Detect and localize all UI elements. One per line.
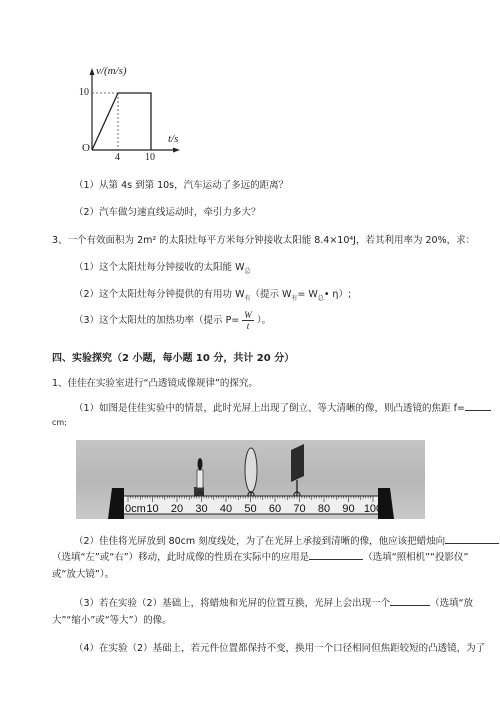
velocity-time-graph (72, 58, 192, 162)
q2-sub1: （1）从第 4s 到第 10s，汽车运动了多远的距离？ (74, 180, 289, 191)
ruler-tick-label: 0cm (125, 503, 146, 515)
q3-sub3-text-a: （3）这个太阳灶的加热功率（提示 P= (74, 315, 240, 326)
x-tick-10: 10 (145, 152, 155, 163)
s4-sub1-line2: cm; (52, 418, 67, 427)
q3-sub2-text-b: （提示 W (250, 289, 292, 300)
q3-sub1-subscript: 总 (244, 267, 251, 275)
q3-intro: 3、一个有效面积为 2m² 的太阳灶每平方米每分钟接收太阳能 8.4×10⁴J，若其利用率为 20%，求： (52, 235, 476, 246)
ruler-tick-label: 70 (293, 503, 306, 515)
q3-sub3-text-b: ）。 (256, 315, 272, 326)
q3-sub3 (74, 310, 271, 331)
candle (197, 470, 203, 488)
ruler-tick-label: 90 (342, 503, 355, 515)
q3-sub2-subscript-3: 总 (317, 294, 324, 302)
s4-sub1-line1 (74, 400, 491, 414)
ruler-tick-label: 30 (195, 503, 208, 515)
q3-sub1 (74, 259, 250, 275)
q3-sub2-text-d: • η）; (323, 289, 352, 300)
q3-sub1-text: （1）这个太阳灶每分钟接收的太阳能 W (74, 262, 245, 273)
optical-bench-svg (76, 440, 425, 519)
q3-sub2 (74, 286, 351, 302)
s4-sub4-line1: （4）在实验（2）基础上，若元件位置都保持不变，换用一个口径相同但焦距较短的凸透镜，为了 (74, 643, 486, 654)
light-screen (291, 444, 304, 482)
s4-sub3-text-a: （3）若在实验（2）基础上，将蜡烛和光屏的位置互换，光屏上会出现一个 (74, 598, 391, 609)
optical-bench-photo (76, 440, 425, 519)
candle-direction-blank[interactable] (445, 543, 499, 544)
convex-lens (245, 448, 257, 492)
ruler-tick-label: 80 (317, 503, 331, 515)
origin-label: O (82, 142, 90, 154)
velocity-time-graph-svg (72, 58, 192, 162)
q3-sub2-text-c: = W (297, 289, 318, 300)
x-axis-arrow (173, 148, 180, 153)
focal-length-blank[interactable] (465, 410, 491, 411)
s4-sub2-text-b: （选填“照相机”“投影仪” (363, 552, 469, 563)
s4-sub1-text: （1）如图是佳佳实验中的情景，此时光屏上出现了倒立、等大清晰的像，则凸透镜的焦距 f= (74, 403, 465, 414)
ruler-tick-label: 50 (244, 503, 257, 515)
s4-sub2-line2 (52, 549, 468, 563)
q3-sub2-text-a: （2）这个太阳灶每分钟提供的有用功 W (74, 289, 245, 300)
q3-sub2-subscript-1: 有 (244, 294, 251, 302)
ruler-tick-label: 20 (170, 503, 184, 515)
x-axis-label: t/s (168, 133, 179, 145)
ruler-tick-label: 40 (219, 503, 233, 515)
s4-sub2-line3: 或“放大镜”）。 (52, 569, 115, 580)
velocity-line (92, 93, 151, 150)
fraction-denominator: t (246, 321, 250, 331)
y-axis-label: v/(m/s) (96, 65, 127, 77)
section4-heading: 四、实验探究（2 小题，每小题 10 分，共计 20 分） (52, 353, 295, 364)
bench-left-foot (108, 488, 124, 519)
candle-flame (198, 458, 203, 470)
q3-sub2-subscript-2: 有 (291, 294, 298, 302)
application-blank[interactable] (309, 559, 363, 560)
s4-sub3-line1 (74, 595, 473, 609)
power-fraction (242, 310, 254, 331)
s4-sub3-text-b: （选填“放 (430, 598, 474, 609)
s4-sub2-line1 (74, 533, 499, 547)
ruler-tick-label: 60 (268, 503, 282, 515)
y-tick-10: 10 (79, 87, 89, 98)
s4-sub3-line2: 大”“缩小”或“等大”）的像。 (52, 615, 172, 626)
image-size-blank[interactable] (390, 605, 430, 606)
ruler-tick-label: 100 (363, 503, 383, 515)
q2-sub2: （2）汽车做匀速直线运动时，牵引力多大？ (74, 207, 261, 218)
y-axis-arrow (90, 68, 95, 75)
s4-sub2-text: （2）佳佳将光屏放到 80cm 刻度线处，为了在光屏上承接到清晰的像，他应该把蜡烛向 (74, 536, 446, 547)
fraction-numerator: W (244, 310, 252, 320)
ruler-tick-label: 10 (146, 503, 159, 515)
s4-q1-intro: 1、佳佳在实验室进行“凸透镜成像规律”的探究。 (52, 378, 258, 389)
x-tick-4: 4 (115, 152, 120, 163)
s4-sub2-text-a: （选填“左”或“右”）移动，此时成像的性质在实际中的应用是 (52, 552, 310, 563)
